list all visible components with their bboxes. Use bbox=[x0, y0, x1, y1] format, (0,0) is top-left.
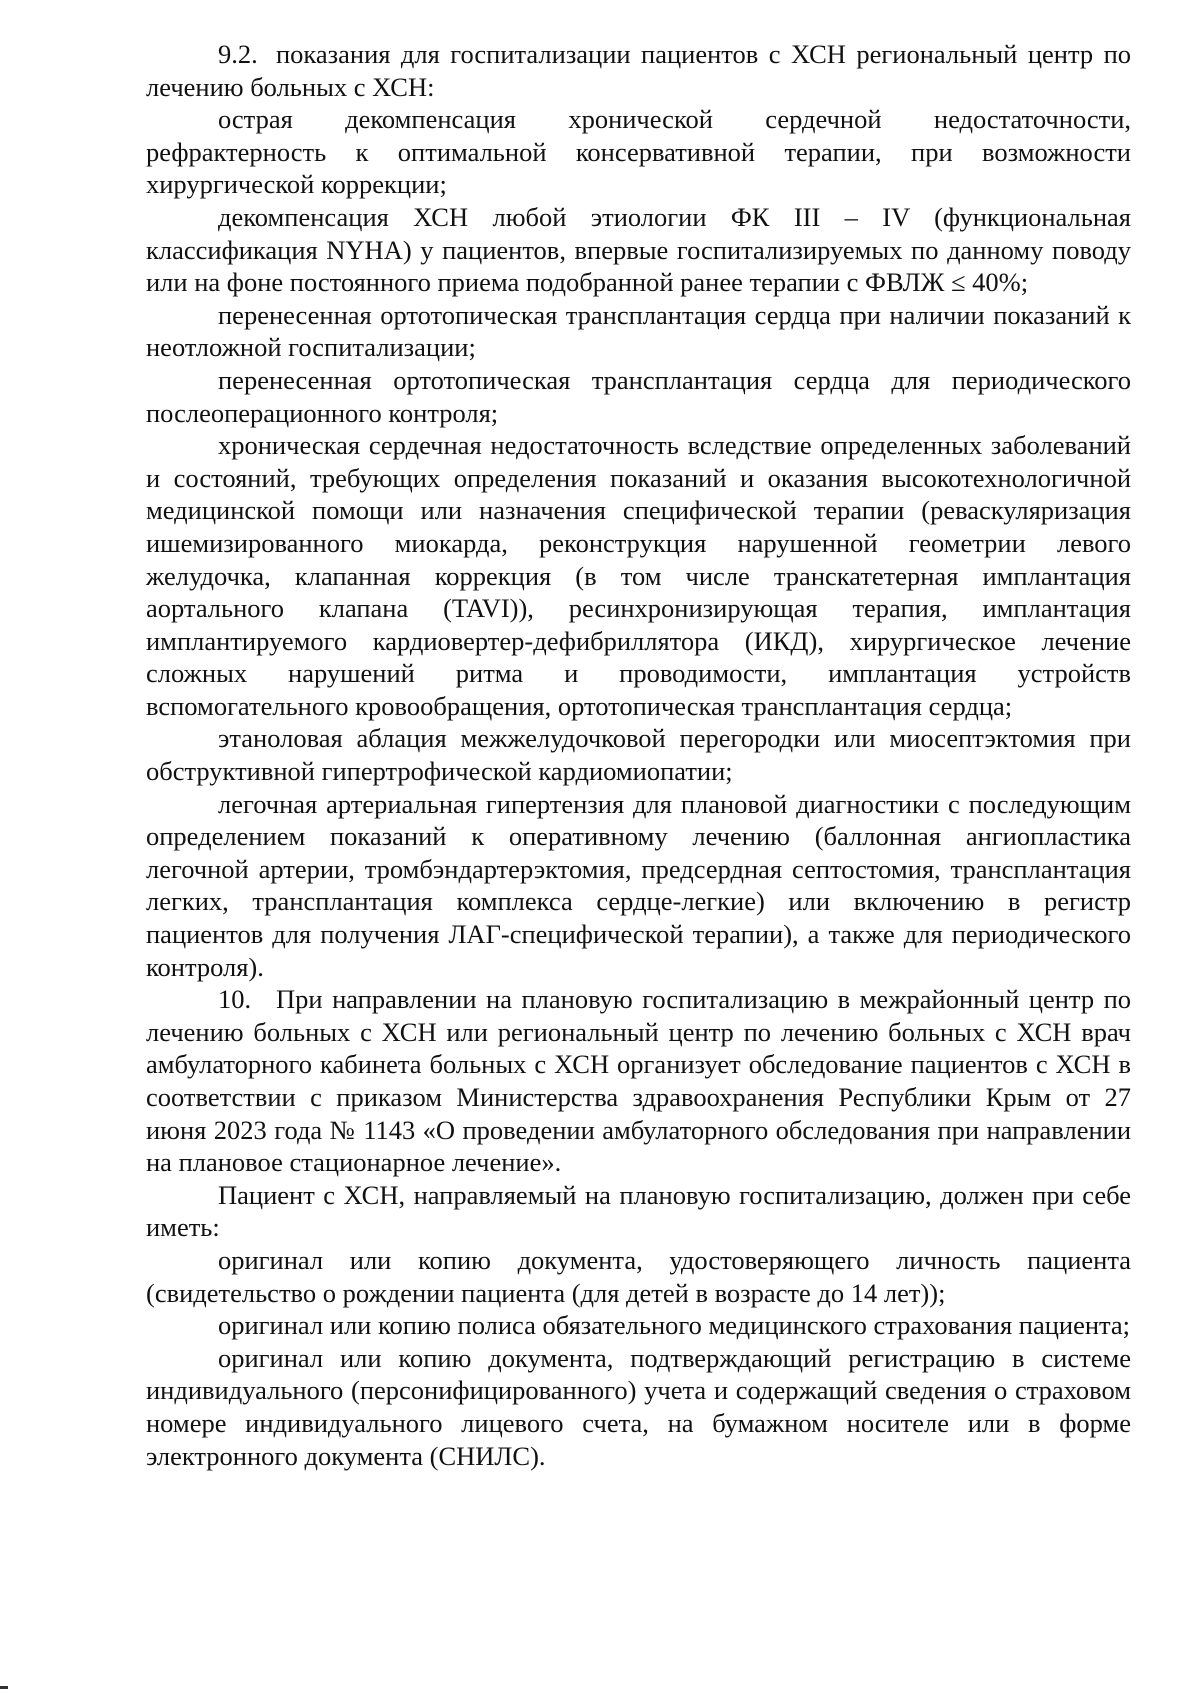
indication-item: острая декомпенсация хронической сердечной недостаточности, рефрактерность к оптимальной консервативной терапии, при возможности хирургической коррекции; bbox=[146, 104, 1131, 200]
required-document-item: оригинал или копию документа, подтверждающий регистрацию в системе индивидуального (персонифицированного) учета и содержащий сведения о страховом номере индивидуального лицевого счета, на бумажном носителе или в форме электронного документа (СНИЛС). bbox=[146, 1342, 1131, 1471]
patient-intro-paragraph: Пациент с ХСН, направляемый на плановую госпитализацию, должен при себе иметь: bbox=[146, 1179, 1131, 1243]
required-document-item: оригинал или копию полиса обязательного медицинского страхования пациента; bbox=[218, 1310, 1131, 1341]
indication-item: хроническая сердечная недостаточность вследствие определенных заболеваний и состояний, требующих определения показаний и оказания высокотехнологичной медицинской помощи или назначения специфической терапии (реваскуляризация ишемизированного миокарда, реконструкция нарушенной геометрии левого желудочка, клапанная коррекция (в том числе транскатетерная имплантация аортального клапана (TAVI)), ресинхронизирующая терапия, имплантация имплантируемого кардиовертер-дефибриллятора (ИКД), хирургическое лечение сложных нарушений ритма и проводимости, имплантация устройств вспомогательного кровообращения, ортотопическая трансплантация сердца; bbox=[146, 430, 1131, 721]
section-9-2-text: показания для госпитализации пациентов с ХСН региональный центр по лечению больных с ХСН: bbox=[146, 39, 1131, 102]
indication-item: этаноловая аблация межжелудочковой перегородки или миосептэктомия при обструктивной гипертрофической кардиомиопатии; bbox=[146, 723, 1131, 787]
indication-item: перенесенная ортотопическая трансплантация сердца для периодического послеоперационного контроля; bbox=[146, 364, 1131, 428]
section-9-2-paragraph bbox=[146, 38, 1131, 103]
section-10-number: 10. bbox=[218, 984, 252, 1015]
indication-item: легочная артериальная гипертензия для плановой диагностики с последующим определением показаний к оперативному лечению (баллонная ангиопластика легочной артерии, тромбэндартерэктомия, предсердная септостомия, трансплантация легких, трансплантация комплекса сердце-легкие) или включению в регистр пациентов для получения ЛАГ-специфической терапии), а также для периодического контроля). bbox=[146, 788, 1131, 982]
section-10-text: При направлении на плановую госпитализацию в межрайонный центр по лечению больных с ХСН или региональный центр по лечению больных с ХСН врач амбулаторного кабинета больных с ХСН организует обследование пациентов с ХСН в соответствии с приказом Министерства здравоохранения Республики Крым от 27 июня 2023 года № 1143 «О проведении амбулаторного обследования при направлении на плановое стационарное лечение». bbox=[146, 984, 1131, 1178]
indication-item: декомпенсация ХСН любой этиологии ФК III – IV (функциональная классификация NYHA) у пациентов, впервые госпитализируемых по данному поводу или на фоне постоянного приема подобранной ранее терапии с ФВЛЖ ≤ 40%; bbox=[146, 201, 1131, 298]
document-page bbox=[146, 38, 1131, 1472]
section-9-2-number: 9.2. bbox=[218, 39, 258, 69]
section-10-paragraph bbox=[146, 983, 1131, 1179]
required-document-item: оригинал или копию документа, удостоверяющего личность пациента (свидетельство о рождении пациента (для детей в возрасте до 14 лет)); bbox=[146, 1244, 1131, 1308]
scan-edge-mark bbox=[0, 1686, 8, 1689]
indication-item: перенесенная ортотопическая трансплантация сердца при наличии показаний к неотложной госпитализации; bbox=[146, 299, 1131, 363]
